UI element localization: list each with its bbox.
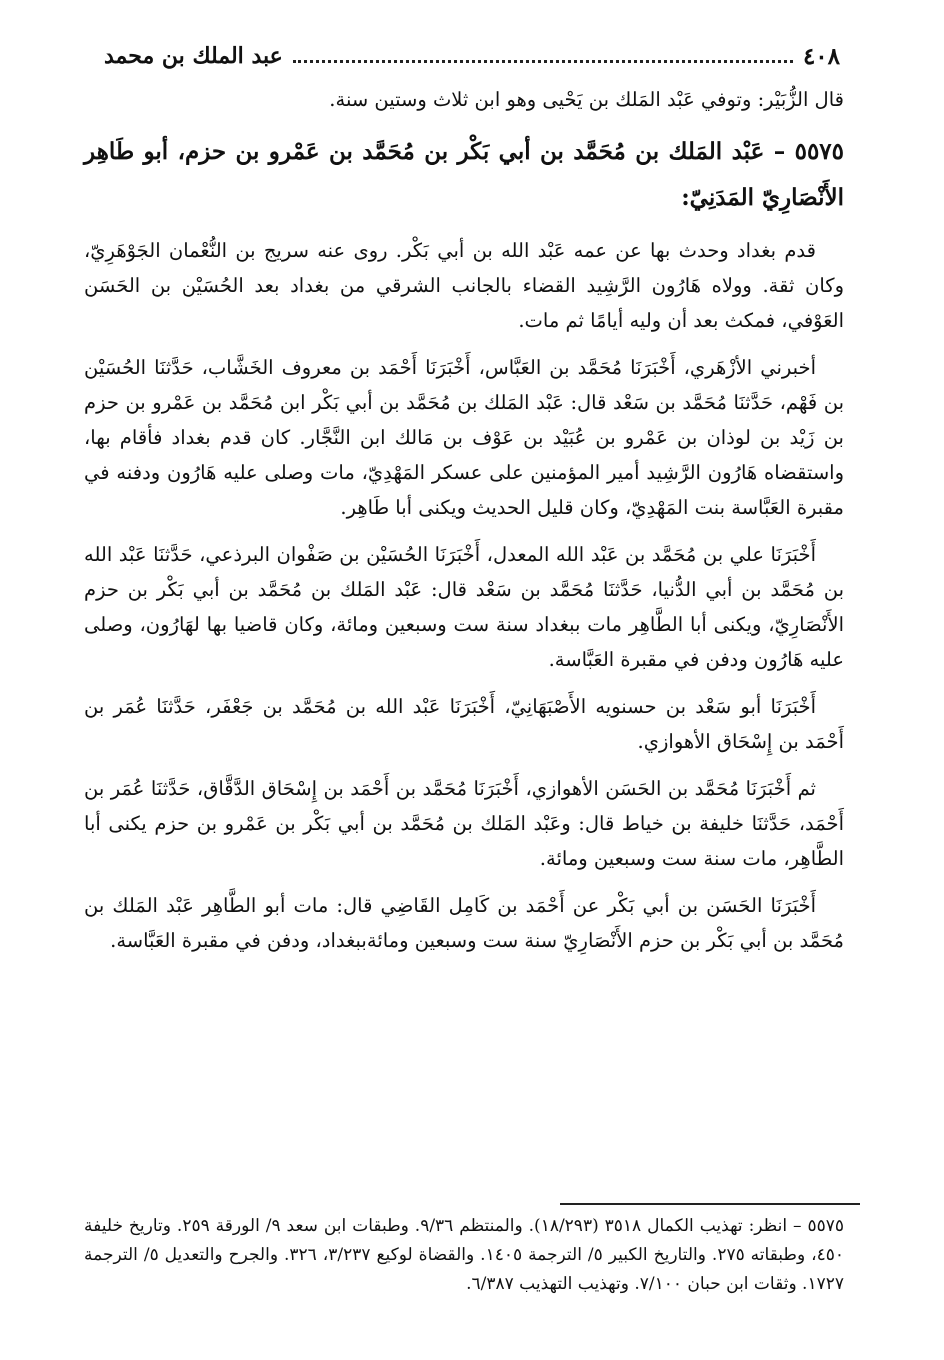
paragraph-6: أَخْبَرَنَا الحَسَن بن أبي بَكْر عن أَحْمَد بن كَامِل القَاضِي قال: مات أبو الطَّاهِر عَبْد المَلك بن مُحَمَّد بن أبي بَكْر بن حزم الأَنْصَارِيّ سنة ست وسبعين ومائةببغداد، ودفن في مقبرة العَبَّاسة. [84,894,844,952]
footnote-text: انظر: تهذيب الكمال ٣٥١٨ (١٨/٢٩٣). والمنتظم ٩/٣٦. وطبقات ابن سعد ٩/ الورقة ٢٥٩. وتاريخ خليفة ٤٥٠، وطبقاته ٢٧٥. والتاريخ الكبير ٥/ الترجمة ١٤٠٥. والقضاة لوكيع ٣/٢٣٧، ٣٢٦. والجرح والتعديل ٥/ الترجمة ١٧٢٧. وثقات ابن حبان ٧/١٠٠. وتهذيب التهذيب ٦/٣٨٧. [84,1216,845,1294]
paragraph-3: أَخْبَرَنَا علي بن مُحَمَّد بن عَبْد الله المعدل، أَخْبَرَنَا الحُسَيْن بن صَفْوان البرذعي، حَدَّثنَا عَبْد الله بن مُحَمَّد بن أبي الدُّنيا، حَدَّثنَا مُحَمَّد بن سَعْد قال: عَبْد المَلك بن مُحَمَّد بن أبي بَكْر بن حزم الأَنْصَارِيّ، ويكنى أبا الطَّاهِر مات ببغداد سنة ست وسبعين ومائة، وكان قاضيا بها لهَارُون، وصلى عليه هَارُون ودفن في مقبرة العَبَّاسة. [84,543,844,671]
page-header [104,36,840,76]
paragraph-0: قال الزُّبَيْر: وتوفي عَبْد المَلك بن يَحْيى وهو ابن ثلاث وستين سنة. [329,88,844,111]
page-number: ٤٠٨ [802,42,840,70]
footnote-separator [560,1203,860,1205]
footnote-number: ٥٥٧٥ [807,1216,845,1236]
footnote [84,1212,844,1299]
entry-heading [84,129,844,221]
running-title: عبد الملك بن محمد [104,43,283,69]
footnote-dash: – [793,1216,802,1236]
entry-title: عَبْد المَلك بن مُحَمَّد بن أبي بَكْر بن مُحَمَّد بن عَمْرو بن حزم، أبو طَاهِر الأَنْصَارِيّ المَدَنِيّ: [84,138,844,211]
paragraph-2: أخبرني الأزْهَري، أَخْبَرَنَا مُحَمَّد بن العَبَّاس، أَخْبَرَنَا أَحْمَد بن معروف الخَشَّاب، حَدَّثنَا الحُسَيْن بن فَهْم، حَدَّثنَا مُحَمَّد بن سَعْد قال: عَبْد المَلك بن مُحَمَّد بن أبي بَكْر ابن مُحَمَّد بن عَمْرو بن حزم بن زَيْد بن لوذان بن عَمْرو بن عُبَيْد بن عَوْف بن مَالك ابن النَّجَّار. كان قدم بغداد فأقام بها، واستقضاه هَارُون الرَّشِيد أمير المؤمنين على عسكر المَهْدِيّ، مات وصلى عليه هَارُون ودفنه في مقبرة العَبَّاسة بنت المَهْدِيّ، وكان قليل الحديث ويكنى أبا طَاهِر. [84,356,844,519]
main-text [84,82,844,970]
paragraph-5: ثم أَخْبَرَنَا مُحَمَّد بن الحَسَن الأهوازي، أَخْبَرَنَا مُحَمَّد بن أَحْمَد بن إِسْحَاق الدَّقَّاق، حَدَّثنَا عُمَر بن أَحْمَد، حَدَّثنَا خليفة بن خياط قال: وعَبْد المَلك بن مُحَمَّد بن أبي بَكْر بن عَمْرو بن حزم يكنى أبا الطَّاهِر، مات سنة ست وسبعين ومائة. [84,777,844,870]
entry-dash: – [773,138,786,165]
entry-number: ٥٥٧٥ [794,138,845,165]
paragraph-4: أَخْبَرَنَا أبو سَعْد بن حسنويه الأَصْبَهَانِيّ، أَخْبَرَنَا عَبْد الله بن مُحَمَّد بن جَعْفَر، حَدَّثنَا عُمَر بن أَحْمَد بن إِسْحَاق الأهوازي. [84,695,844,753]
header-dotted-leader [293,60,793,63]
paragraph-1: قدم بغداد وحدث بها عن عمه عَبْد الله بن أبي بَكْر. روى عنه سريج بن النُّعْمان الجَوْهَرِيّ، وكان ثقة. وولاه هَارُون الرَّشِيد القضاء بالجانب الشرقي من بغداد بعد الحُسَيْن بن الحَسَن العَوْفي، فمكث بعد أن وليه أيامًا ثم مات. [84,239,844,332]
